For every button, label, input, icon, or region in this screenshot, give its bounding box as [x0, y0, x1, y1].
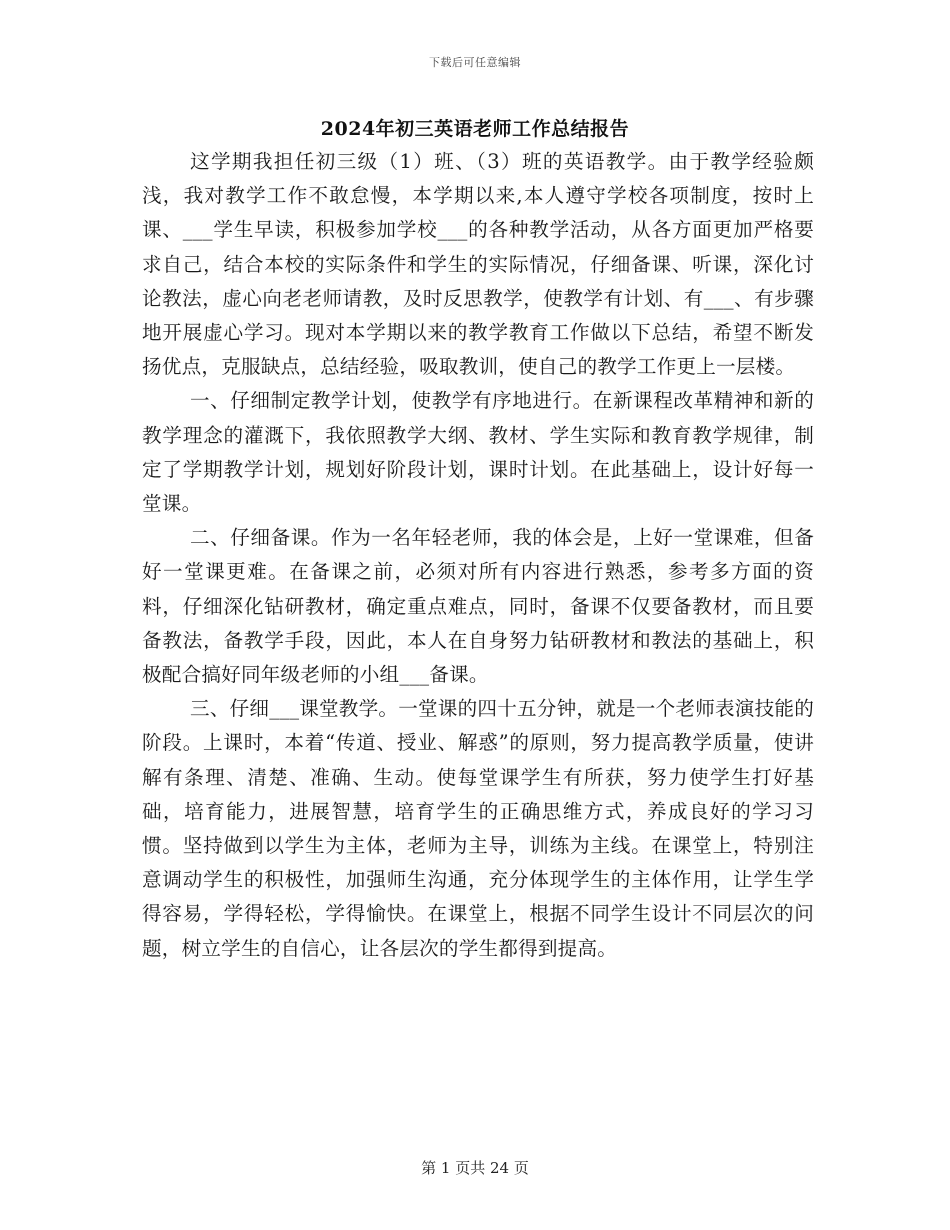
paragraph-intro: 这学期我担任初三级（1）班、（3）班的英语教学。由于教学经验颇浅，我对教学工作不敢怠慢，本学期以来,本人遵守学校各项制度，按时上课、___学生早读，积极参加学校___的各种教学活动，从各方面更加严格要求自己，结合本校的实际条件和学生的实际情况，仔细备课、听课，深化讨论教法，虚心向老老师请教，及时反思教学，使教学有计划、有___、有步骤地开展虚心学习。现对本学期以来的教学教育工作做以下总结，希望不断发扬优点，克服缺点，总结经验，吸取教训，使自己的教学工作更上一层楼。	[142, 150, 814, 379]
document-body	[142, 145, 814, 966]
paragraph-section-1: 一、仔细制定教学计划，使教学有序地进行。在新课程改革精神和新的教学理念的灌溉下，我依照教学大纲、教材、学生实际和教育教学规律，制定了学期教学计划，规划好阶段计划，课时计划。在此基础上，设计好每一堂课。	[142, 389, 814, 516]
document-title: 2024年初三英语老师工作总结报告	[320, 118, 630, 140]
page-footer: 第 1 页共 24 页	[421, 1159, 529, 1177]
paragraph-section-2: 二、仔细备课。作为一名年轻老师，我的体会是，上好一堂课难，但备好一堂课更难。在备课之前，必须对所有内容进行熟悉，参考多方面的资料，仔细深化钻研教材，确定重点难点，同时，备课不仅要备教材，而且要备教法，备教学手段，因此，本人在自身努力钻研教材和教法的基础上，积极配合搞好同年级老师的小组___备课。	[142, 526, 814, 687]
header-note: 下载后可任意编辑	[429, 56, 521, 69]
paragraph-section-3: 三、仔细___课堂教学。一堂课的四十五分钟，就是一个老师表演技能的阶段。上课时，本着“传道、授业、解惑”的原则，努力提高教学质量，使讲解有条理、清楚、准确、生动。使每堂课学生有所获，努力使学生打好基础，培育能力，进展智慧，培育学生的正确思维方式，养成良好的学习习惯。坚持做到以学生为主体，老师为主导，训练为主线。在课堂上，特别注意调动学生的积极性，加强师生沟通，充分体现学生的主体作用，让学生学得容易，学得轻松，学得愉快。在课堂上，根据不同学生设计不同层次的问题，树立学生的自信心，让各层次的学生都得到提高。	[142, 697, 814, 960]
